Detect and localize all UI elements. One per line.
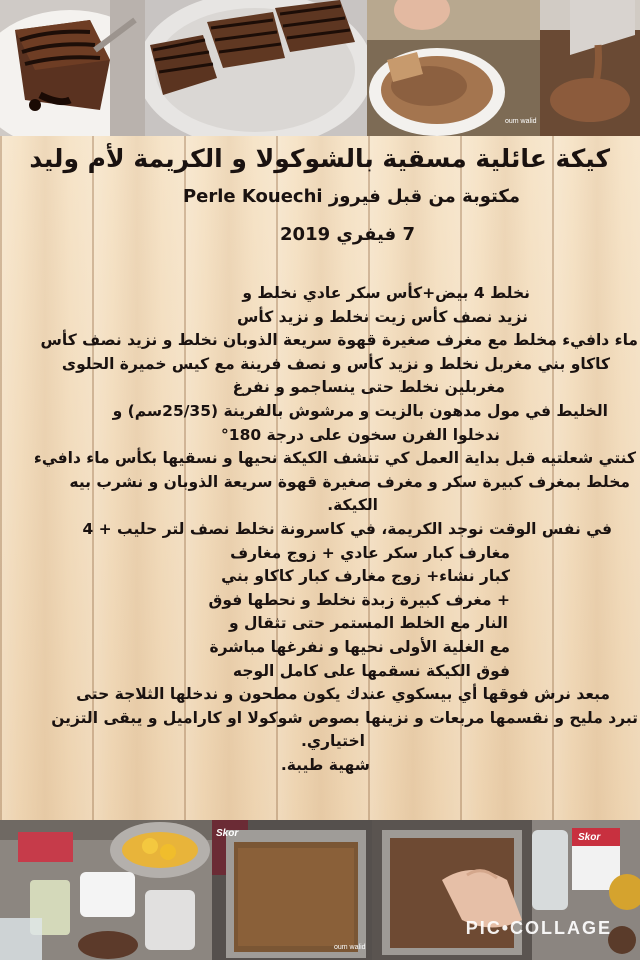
instruction-line: في نفس الوقت نوجد الكريمة، في كاسرونة نخلط نصف لتر حليب + 4 <box>82 519 612 538</box>
top-photo-strip <box>0 0 640 136</box>
photo-ground-biscuit-bowl <box>367 0 540 136</box>
instruction-line: كنتي شعلتيه قبل بداية العمل كي تنشف الكيكة نحيها و نسقيها بكأس ماء دافيء <box>33 449 636 468</box>
instruction-line: النار مع الخلط المستمر حتى تثقال و <box>228 614 508 633</box>
photo-cake-slice-plate <box>0 0 145 136</box>
photo-pouring-chocolate-batter <box>540 0 640 136</box>
photo-credit-watermark: oum walid <box>505 118 537 125</box>
instruction-line: مغارف كبار سكر عادي + زوج مغارف <box>230 543 510 562</box>
instruction-line: ندخلوا الفرن سخون على درجة 180° <box>221 425 500 444</box>
instruction-line: الخليط في مول مدهون بالزيت و مرشوش بالفرينة (25/35سم) و <box>112 401 608 420</box>
instruction-line: نزيد نصف كأس زيت نخلط و نزيد كأس <box>237 307 528 326</box>
recipe-date: 7 فيفري 2019 <box>280 224 415 245</box>
instruction-line: كبار نشاء+ زوج مغارف كبار كاكاو بني <box>221 567 510 586</box>
photo-cake-in-pan <box>212 820 372 960</box>
instruction-line: مخلط بمغرف كبيرة سكر و مغرف صغيرة قهوة سريعة الذوبان و نشرب بيه <box>69 472 630 491</box>
instruction-line: اختياري. <box>301 732 365 751</box>
instruction-line: كاكاو بني مغربل نخلط و نزيد كأس و نصف فرينة مع كيس خميرة الحلوى <box>61 354 610 373</box>
recipe-instructions <box>0 282 640 777</box>
instruction-line: مع الغلية الأولى نحيها و نفرغها مباشرة <box>209 637 510 656</box>
skor-pack-label: Skor <box>578 832 601 843</box>
instruction-line: تبرد مليح و نقسمها مربعات و نزينها بصوص شوكولا او كاراميل و يبقى التزين <box>51 708 638 727</box>
instruction-line: مبعد نرش فوقها أي بيسكوي عندك يكون مطحون و ندخلها الثلاجة حتى <box>76 685 610 704</box>
pic-collage-watermark: PIC•COLLAGE <box>465 918 612 938</box>
recipe-title: كيكة عائلية مسقية بالشوكولا و الكريمة لأم وليد <box>29 144 610 173</box>
photo-milk-and-packs <box>532 820 640 960</box>
bottom-photo-strip <box>0 820 640 960</box>
instruction-line: نخلط 4 بيض+كأس سكر عادي نخلط و <box>242 284 530 302</box>
photo-ingredients-counter <box>0 820 212 960</box>
instruction-line: + مغرف كبيرة زبدة نخلط و نحطها فوق <box>208 590 510 609</box>
skor-pack-label: Skor <box>216 828 239 839</box>
instruction-line: الكيكة. <box>327 496 378 515</box>
photo-cake-pieces-glass-plate <box>145 0 367 136</box>
photo-credit-watermark: oum walid <box>334 944 366 951</box>
photo-spreading-cream <box>372 820 532 960</box>
recipe-text-panel <box>0 136 640 820</box>
instruction-line: فوق الكيكة نسقمها على كامل الوجه <box>232 661 510 680</box>
recipe-byline: مكتوبة من قبل فيروز Perle Kouechi <box>182 186 520 207</box>
instruction-line: مغربلين نخلط حتى ينساجمو و نفرغ <box>232 378 505 397</box>
instruction-line: ماء دافيء مخلط مع مغرف صغيرة قهوة سريعة الذوبان نخلط و نزيد نصف كأس <box>40 331 638 350</box>
instruction-line: شهية طيبة. <box>280 755 370 774</box>
